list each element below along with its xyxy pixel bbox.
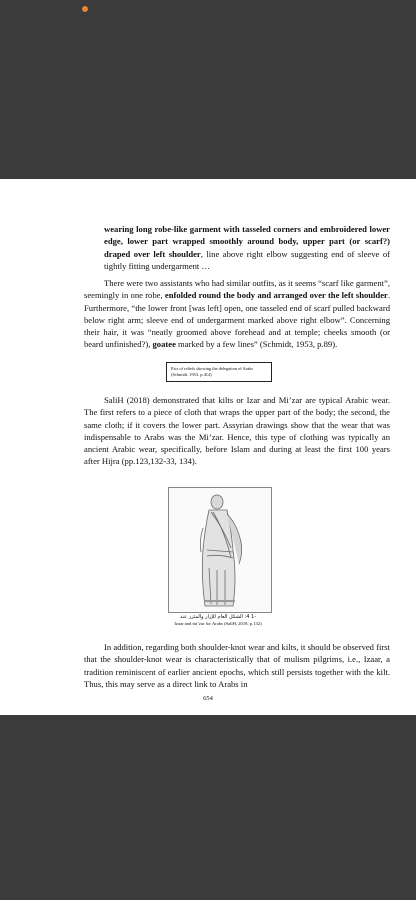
paragraph-shoulder-knot: In addition, regarding both shoulder-knot wear and kilts, it should be observed first that the shoulder-knot wear is characteristically that of mulism pilgrims, i.e., Izaar, a tradition reminiscent of earlier ancient epochs, which still persists together with the kilt. Thus, this may serve as a direct link to Arabs in	[84, 642, 390, 689]
caption-line-2: (Schmidt, 1953, p.414)	[171, 371, 212, 377]
image-caption-box	[166, 362, 272, 382]
quote-bold-text: wearing long robe-like garment with tasseled corners and embroidered lower edge, lower part wrapped smoothly around body, upper part (or scarf?) draped over left shoulder	[104, 224, 390, 259]
quote-rest-text: , line above right elbow suggesting end of sleeve of tightly fitting undergarment …	[104, 248, 390, 271]
paragraph-salih: SaliH (2018) demonstrated that kilts or Izar and Mi’zar are typical Arabic wear. The first refers to a piece of cloth that wraps the upper part of the body; the second, the same cloth; if it covers the lower part. Assyrian drawings show that the wear that was indispensable to Arabs was the Mi’zar. Hence, this type of clothing was typically an ancient Arabic wear, specifically, before Islam and during at least the first 100 years after Hijra (pp.123,132-33, 134).	[84, 395, 390, 467]
paragraph-assistants	[84, 277, 390, 351]
figure-garment-illustration	[168, 487, 272, 613]
document-page	[0, 179, 416, 715]
caption-line-1: Pics of reliefs showing the delegation of Arabs	[171, 366, 254, 371]
paragraph1-text-c: marked by a few lines” (Schmidt, 1953, p.89).	[175, 339, 338, 350]
paragraph1-text-a: There were two assistants who had similar outfits, as it seems “scarf like garment”, seemingly in one robe,	[84, 278, 390, 301]
status-indicator-dot	[82, 6, 88, 12]
block-quote	[104, 223, 390, 272]
paragraph1-bold-a: enfolded round the body and arranged over the left shoulder	[164, 290, 388, 301]
paragraph1-text-b: . Furthermore, “the lower front [was left] open, one tasseled end of scarf pulled backward below right arm; sleeve end of undergarment marked above right elbow”. Concerning their hair, it was “neatly groomed above forehead and at temple; cheeks smooth (or beard unfinished?),	[84, 290, 390, 350]
page-number: 654	[203, 695, 213, 702]
figure-caption-english: Izaar and mi’zar for Arabs (SaliH, 2018, p.132)	[174, 621, 262, 626]
figure-caption-arabic: -1 4: الشكل العام للإزار والمئزر عند	[179, 614, 257, 620]
robed-figure-drawing	[169, 488, 271, 612]
paragraph1-bold-b: goatee	[152, 339, 176, 350]
